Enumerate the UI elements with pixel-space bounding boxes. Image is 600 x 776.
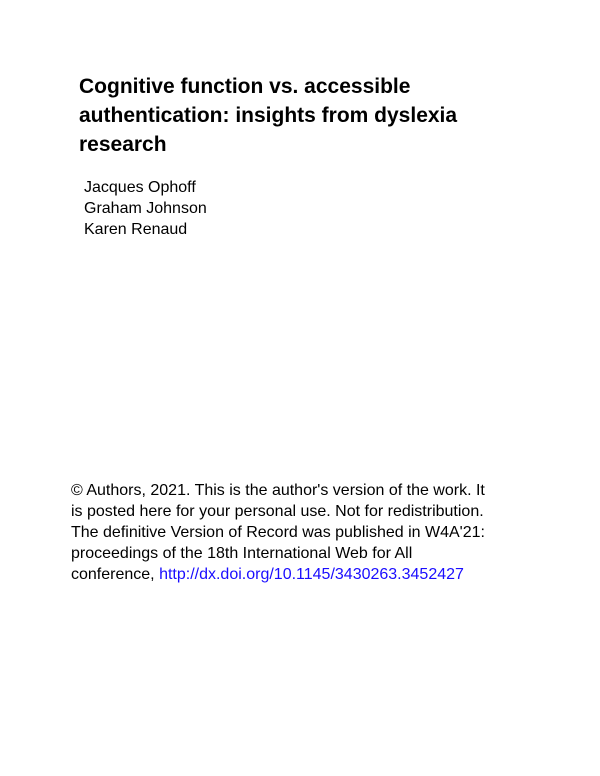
author-list bbox=[84, 177, 207, 240]
paper-title-line-3: research bbox=[79, 133, 167, 156]
paper-title bbox=[79, 72, 559, 159]
notice-line: is posted here for your personal use. Not for redistribution. bbox=[71, 503, 484, 520]
author-name: Karen Renaud bbox=[84, 221, 188, 238]
copyright-notice bbox=[71, 480, 551, 585]
paper-title-line-2: authentication: insights from dyslexia bbox=[79, 104, 458, 127]
doi-link[interactable]: http://dx.doi.org/10.1145/3430263.3452427 bbox=[159, 566, 464, 583]
notice-line-prefix: conference, bbox=[71, 566, 160, 583]
author-name: Graham Johnson bbox=[84, 200, 207, 217]
notice-line: © Authors, 2021. This is the author's version of the work. It bbox=[71, 482, 485, 499]
notice-line: proceedings of the 18th International Web for All bbox=[71, 545, 413, 562]
paper-title-line-1: Cognitive function vs. accessible bbox=[79, 75, 411, 98]
notice-line: The definitive Version of Record was published in W4A'21: bbox=[71, 524, 485, 541]
author-name: Jacques Ophoff bbox=[84, 179, 196, 196]
notice-line-last bbox=[71, 564, 551, 585]
